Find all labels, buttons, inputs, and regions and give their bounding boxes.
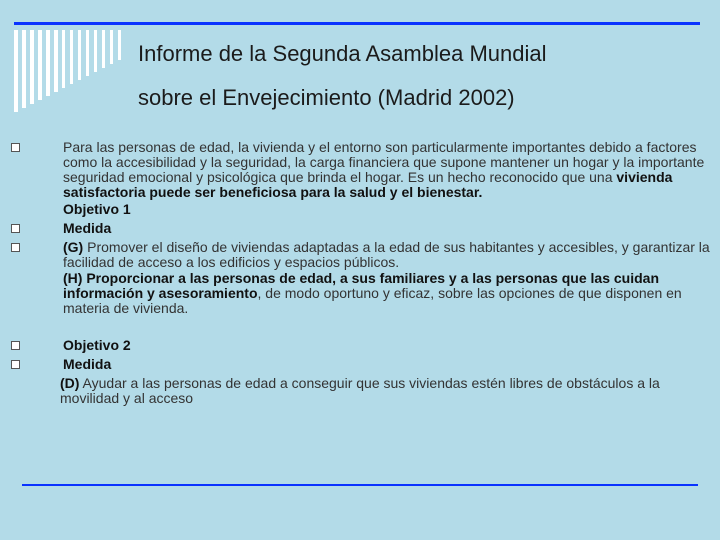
paragraph-bold: vivienda satisfactoria puede ser beneficiosa para la salud y el bienestar.	[63, 169, 673, 200]
list-item	[28, 140, 718, 200]
measure-1-heading: Medida	[63, 220, 112, 236]
objective-1-heading: Objetivo 1	[63, 201, 131, 217]
title-line-2: sobre el Envejecimiento (Madrid 2002)	[138, 85, 515, 110]
decorative-stripe	[70, 30, 73, 84]
decorative-stripe	[22, 30, 26, 108]
objective-2-heading: Objetivo 2	[63, 337, 131, 353]
square-bullet-icon	[11, 360, 20, 369]
square-bullet-icon	[11, 243, 20, 252]
decorative-stripe	[46, 30, 50, 96]
item-h	[28, 271, 718, 316]
title-line-1: Informe de la Segunda Asamblea Mundial	[138, 41, 547, 66]
slide-body	[28, 140, 718, 406]
measure-2-heading: Medida	[63, 356, 112, 372]
square-bullet-icon	[11, 341, 20, 350]
item-d-label: (D)	[60, 375, 80, 391]
decorative-stripe	[30, 30, 34, 104]
bottom-rule	[22, 484, 698, 486]
item-g-text: Promover el diseño de viviendas adaptadas a la edad de sus habitantes y accesibles, y garantizar la facilidad de acceso a los edificios y espacios públicos.	[63, 239, 710, 270]
decorative-stripe	[110, 30, 113, 64]
square-bullet-icon	[11, 143, 20, 152]
list-item	[28, 338, 718, 353]
decorative-stripe	[94, 30, 97, 72]
list-item	[28, 221, 718, 236]
decorative-stripe	[86, 30, 89, 76]
decorative-stripe	[62, 30, 65, 88]
decorative-stripe	[14, 30, 18, 112]
decorative-stripe	[78, 30, 81, 80]
square-bullet-icon	[11, 224, 20, 233]
item-d-text: Ayudar a las personas de edad a conseguir que sus viviendas estén libres de obstáculos a la movilidad y al acceso	[60, 375, 660, 406]
decorative-stripe	[38, 30, 42, 100]
decorative-stripe	[118, 30, 121, 60]
paragraph-text: Para las personas de edad, la vivienda y el entorno son particularmente importantes debido a factores como la accesibilidad y la seguridad, la carga financiera que supone mantener un hogar y la importante seguridad emocional y psicológica que brinda el hogar. Es un hecho reconocido que una	[63, 139, 705, 185]
item-g-label: (G)	[63, 239, 84, 255]
item-h-bold: (H) Proporcionar a las personas de edad, a sus familiares y a las personas que las cuidan información y asesoramiento	[63, 270, 660, 301]
decorative-stripes	[14, 30, 124, 112]
list-item	[28, 240, 718, 270]
decorative-stripe	[102, 30, 105, 68]
top-rule	[14, 22, 700, 25]
item-d	[28, 376, 660, 406]
decorative-stripe	[54, 30, 58, 92]
slide-title	[138, 32, 698, 120]
list-item	[28, 357, 718, 372]
item-h-text: , de modo oportuno y eficaz, sobre las opciones de que disponen en materia de vivienda.	[63, 285, 682, 316]
